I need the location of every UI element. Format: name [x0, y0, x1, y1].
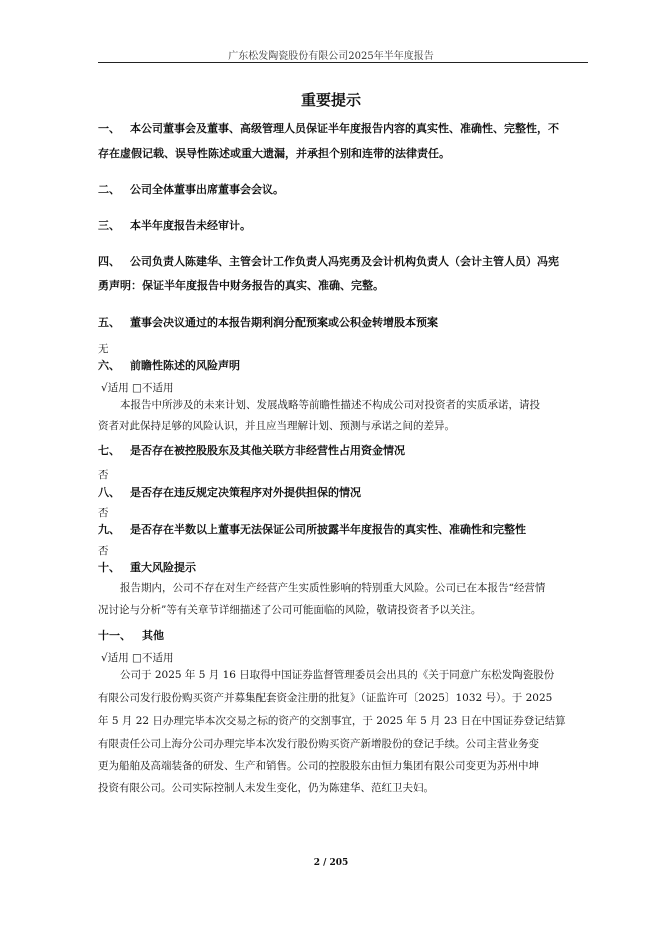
- section-number: 二、: [98, 183, 120, 196]
- section-text: 公司负责人陈建华、主管会计工作负责人冯宪勇及会计机构负责人（会计主管人员）冯宪: [130, 255, 559, 268]
- section-11-heading: [98, 627, 498, 643]
- section-number: 六、: [98, 359, 120, 372]
- section-9-answer: 否: [98, 545, 109, 557]
- section-text: 重大风险提示: [130, 561, 196, 574]
- section-10-paragraph-line: 况讨论与分析”等有关章节详细描述了公司可能面临的风险，敬请投资者予以关注。: [98, 604, 482, 616]
- section-text: 前瞻性陈述的风险声明: [130, 359, 240, 372]
- section-11-applicable: √适用 □不适用: [101, 652, 174, 664]
- section-number: 九、: [98, 523, 120, 536]
- section-text: 本半年度报告未经审计。: [130, 219, 251, 232]
- section-11-paragraph-line: 投资有限公司。公司实际控制人未发生变化，仍为陈建华、范红卫夫妇。: [98, 782, 434, 794]
- section-6-heading: [98, 357, 498, 373]
- section-text: 其他: [142, 629, 164, 642]
- section-4-heading: [98, 253, 592, 269]
- section-text: 是否存在违反规定决策程序对外提供担保的情况: [130, 486, 361, 499]
- section-5-heading: [98, 314, 592, 330]
- section-number: 五、: [98, 316, 120, 329]
- section-4-continuation: 勇声明：保证半年度报告中财务报告的真实、准确、完整。: [98, 279, 384, 292]
- section-2-heading: [98, 181, 498, 197]
- section-1-heading: [98, 120, 592, 136]
- section-10-paragraph-line: 报告期内，公司不存在对生产经营产生实质性影响的特别重大风险。公司已在本报告“经营情: [120, 582, 546, 594]
- section-3-heading: [98, 217, 498, 233]
- section-number: 三、: [98, 219, 120, 232]
- section-8-heading: [98, 484, 592, 500]
- section-10-heading: [98, 559, 498, 575]
- section-7-heading: [98, 442, 592, 458]
- section-text: 是否存在半数以上董事无法保证公司所披露半年度报告的真实性、准确性和完整性: [130, 523, 526, 536]
- section-11-paragraph-line: 有限公司发行股份购买资产并募集配套资金注册的批复》（证监许可〔2025〕1032 号）。于 2025: [98, 692, 553, 704]
- section-number: 十一、: [98, 629, 131, 642]
- section-6-paragraph-line: 本报告中所涉及的未来计划、发展战略等前瞻性描述不构成公司对投资者的实质承诺，请投: [120, 399, 540, 411]
- section-text: 董事会决议通过的本报告期利润分配预案或公积金转增股本预案: [130, 316, 438, 329]
- section-1-continuation: 存在虚假记载、误导性陈述或重大遗漏，并承担个别和连带的法律责任。: [98, 147, 450, 160]
- section-number: 四、: [98, 255, 120, 268]
- section-text: 公司全体董事出席董事会会议。: [130, 183, 284, 196]
- section-11-paragraph-line: 有限责任公司上海分公司办理完毕本次发行股份购买资产新增股份的登记手续。公司主营业务变: [98, 738, 539, 750]
- section-number: 八、: [98, 486, 120, 499]
- section-9-heading: [98, 521, 592, 537]
- section-8-answer: 否: [98, 507, 109, 519]
- section-5-answer: 无: [98, 343, 109, 355]
- section-number: 十、: [98, 561, 120, 574]
- page-number: 2 / 205: [313, 858, 349, 868]
- section-7-answer: 否: [98, 469, 109, 481]
- section-6-applicable: √适用 □不适用: [101, 382, 174, 394]
- section-number: 一、: [98, 122, 120, 135]
- section-text: 本公司董事会及董事、高级管理人员保证半年度报告内容的真实性、准确性、完整性，不: [130, 122, 559, 135]
- section-11-paragraph-line: 年 5 月 22 日办理完毕本次交易之标的资产的交割事宜，于 2025 年 5 月 23 日在中国证券登记结算: [98, 715, 566, 727]
- section-11-paragraph-line: 更为船舶及高端装备的研发、生产和销售。公司的控股股东由恒力集团有限公司变更为苏州中坤: [98, 760, 539, 772]
- section-6-paragraph-line: 资者对此保持足够的风险认识，并且应当理解计划、预测与承诺之间的差异。: [98, 420, 455, 432]
- page-title: 重要提示: [300, 91, 361, 109]
- header-rule: [98, 62, 588, 63]
- section-number: 七、: [98, 444, 120, 457]
- section-11-paragraph-line: 公司于 2025 年 5 月 16 日取得中国证券监督管理委员会出具的《关于同意广东松发陶瓷股份: [120, 669, 555, 681]
- section-text: 是否存在被控股股东及其他关联方非经营性占用资金情况: [130, 444, 405, 457]
- running-header: 广东松发陶瓷股份有限公司2025年半年度报告: [228, 51, 434, 62]
